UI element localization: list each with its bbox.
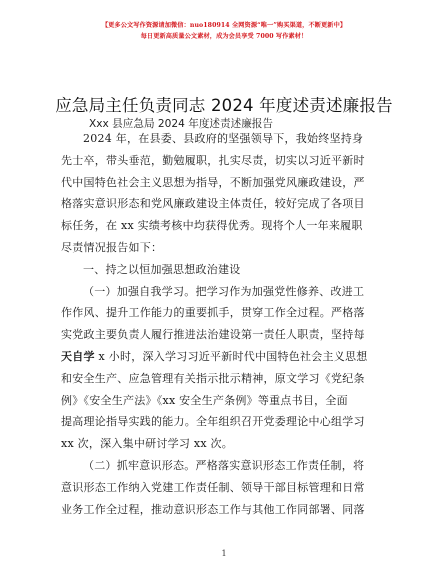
body-line: 2024 年，在县委、县政府的坚强领导下，我始终坚持身: [83, 132, 364, 145]
body-line: 意识形态工作纳入党建工作责任制、领导干部目标管理和日常: [61, 480, 365, 494]
body-line: xx 次，深入集中研讨学习 xx 次。: [61, 437, 234, 451]
promo-line-1: 【更多公文写作资源请加微信：nuo180914 全网资源“唯一”购买渠道，不断更新中】: [101, 22, 347, 29]
body-line: 提高理论指导实践的能力。全年组织召开党委理论中心组学习: [61, 415, 365, 429]
promo-line-2: 每日更新高质量公文素材，成为会员享受 7000 写作素材！: [140, 33, 308, 40]
section-heading: 一、持之以恒加强思想政治建设: [83, 262, 241, 276]
body-line-mixed: [61, 346, 381, 368]
body-line: 和安全生产、应急管理有关指示批示精神，原文学习《党纪条: [61, 371, 365, 385]
document-subtitle: Xxx 县应急局 2024 年度述责述廉报告: [89, 118, 273, 130]
body-line: 例》《安全生产法》《xx 安全生产条例》等重点书目，全面: [61, 393, 348, 407]
body-line: 实党政主要负责人履行推进法治建设第一责任人职责，坚持每: [61, 328, 365, 342]
bold-phrase: 天自学: [61, 349, 95, 363]
body-line: 先士卒，带头垂范，勤勉履职，扎实尽责，切实以习近平新时: [61, 153, 365, 167]
body-line: 格落实意识形态和党风廉政建设主体责任，较好完成了各项目: [61, 197, 365, 211]
body-line: 尽责情况报告如下：: [61, 240, 163, 254]
body-line: 标任务，在 xx 实绩考核中均获得优秀。现将个人一年来履职: [61, 219, 363, 233]
body-line-rest: x 小时，深入学习习近平新时代中国特色社会主义思想: [98, 349, 368, 363]
body-line: 代中国特色社会主义思想为指导，不断加强党风廉政建设，严: [61, 175, 365, 189]
page-number: 1: [221, 549, 227, 558]
body-text: [61, 128, 381, 520]
body-line: 作作风、提升工作能力的重要抓手，贯穿工作全过程。严格落: [61, 306, 365, 320]
body-line: （一）加强自我学习。把学习作为加强党性修养、改进工: [83, 284, 365, 298]
body-line: 业务工作全过程，推动意识形态工作与其他工作同部署、同落: [61, 502, 365, 516]
document-title: 应急局主任负责同志 2024 年度述责述廉报告: [55, 96, 393, 115]
body-line: （二）抓牢意识形态。严格落实意识形态工作责任制，将: [83, 458, 365, 472]
